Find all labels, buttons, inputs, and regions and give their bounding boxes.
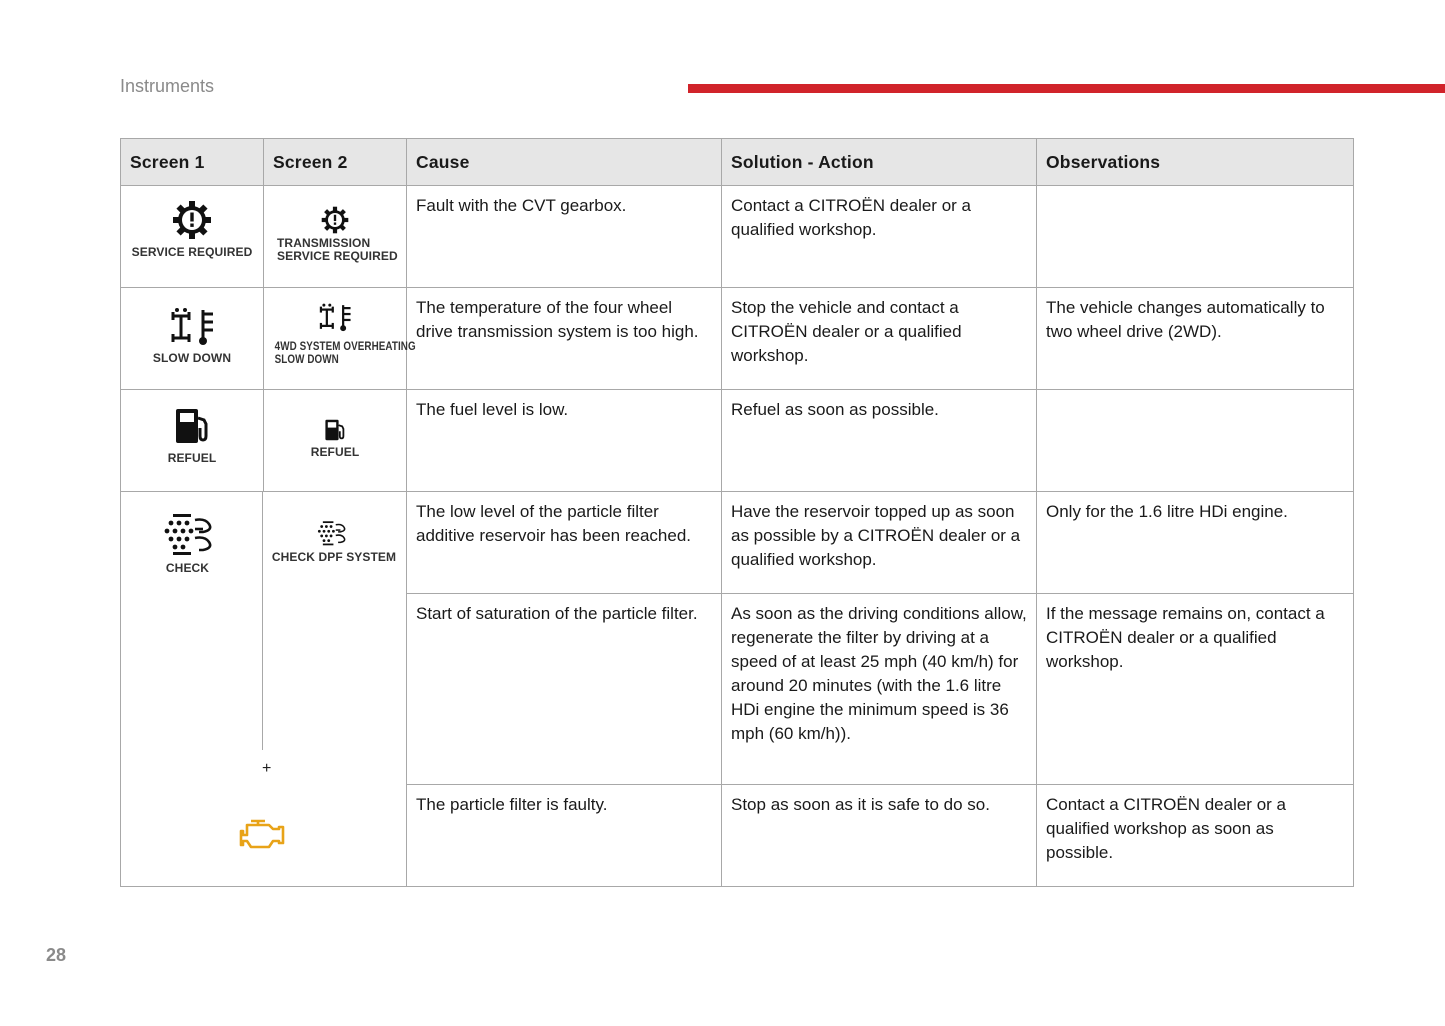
screen2-label: REFUEL <box>310 445 360 459</box>
column-header-cause: Cause <box>407 139 722 186</box>
solution-cell: Stop as soon as it is safe to do so. <box>722 785 1037 887</box>
fuel-pump-icon <box>323 418 347 442</box>
screen2-cell <box>264 186 407 288</box>
table-row <box>121 390 1354 492</box>
screen2-cell <box>264 390 407 492</box>
particle-filter-icon <box>163 512 221 556</box>
cause-cell: The fuel level is low. <box>407 390 722 492</box>
solution-cell: As soon as the driving conditions allow, regenerate the filter by driving at a speed of at least 25 mph (40 km/h) for around 20 minutes (with the 1.6 litre HDi engine the minimum speed is 36 mph (60 km/h)). <box>722 594 1037 785</box>
particle-filter-icon <box>317 520 351 546</box>
table-row <box>121 288 1354 390</box>
screen2-label: CHECK DPF SYSTEM <box>271 550 397 564</box>
fuel-pump-icon <box>172 406 212 446</box>
cause-cell: The low level of the particle filter additive reservoir has been reached. <box>407 492 722 594</box>
screen1-cell <box>121 288 264 390</box>
screen2-label-line1: 4WD SYSTEM OVERHEATING <box>274 339 416 353</box>
engine-warning-icon <box>239 817 287 851</box>
4wd-overheat-icon <box>315 302 355 332</box>
screen1-cell <box>121 390 264 492</box>
observations-cell: Contact a CITROËN dealer or a qualified workshop as soon as possible. <box>1037 785 1354 887</box>
section-title: Instruments <box>120 76 215 96</box>
table-row <box>121 186 1354 288</box>
screen1-label: CHECK <box>165 561 210 575</box>
solution-cell: Have the reservoir topped up as soon as possible by a CITROËN dealer or a qualified workshop. <box>722 492 1037 594</box>
screen2-label-line1: TRANSMISSION <box>277 236 371 250</box>
gear-warning-icon <box>172 200 212 240</box>
solution-cell: Stop the vehicle and contact a CITROËN dealer or a qualified workshop. <box>722 288 1037 390</box>
gear-warning-icon <box>321 206 349 234</box>
screen2-label-line2: SERVICE REQUIRED <box>277 249 398 263</box>
screen1-cell <box>121 186 264 288</box>
column-header-screen2: Screen 2 <box>264 139 407 186</box>
observations-cell <box>1037 390 1354 492</box>
observations-cell <box>1037 186 1354 288</box>
observations-cell: The vehicle changes automatically to two wheel drive (2WD). <box>1037 288 1354 390</box>
screen2-label-line2: SLOW DOWN <box>274 352 339 366</box>
observations-cell: Only for the 1.6 litre HDi engine. <box>1037 492 1354 594</box>
combination-plus: + <box>262 760 272 777</box>
column-header-observations: Observations <box>1037 139 1354 186</box>
4wd-overheat-icon <box>165 306 219 346</box>
cause-cell: The temperature of the four wheel drive transmission system is too high. <box>407 288 722 390</box>
cause-cell: Start of saturation of the particle filter. <box>407 594 722 785</box>
screen1-label: REFUEL <box>167 451 217 465</box>
observations-cell: If the message remains on, contact a CITROËN dealer or a qualified workshop. <box>1037 594 1354 785</box>
column-header-screen1: Screen 1 <box>121 139 264 186</box>
warning-messages-table <box>120 138 1354 887</box>
screen2-cell <box>264 288 416 390</box>
table-row <box>121 492 1354 594</box>
screen1-label: SLOW DOWN <box>152 351 232 365</box>
header-accent-bar <box>688 84 1445 93</box>
cause-cell: The particle filter is faulty. <box>407 785 722 887</box>
table-header-row <box>121 139 1354 186</box>
solution-cell: Contact a CITROËN dealer or a qualified workshop. <box>722 186 1037 288</box>
check-icons-cell <box>121 492 407 887</box>
screen1-label: SERVICE REQUIRED <box>131 245 253 259</box>
cause-cell: Fault with the CVT gearbox. <box>407 186 722 288</box>
solution-cell: Refuel as soon as possible. <box>722 390 1037 492</box>
page-number: 28 <box>46 945 67 965</box>
column-header-solution: Solution - Action <box>722 139 1037 186</box>
